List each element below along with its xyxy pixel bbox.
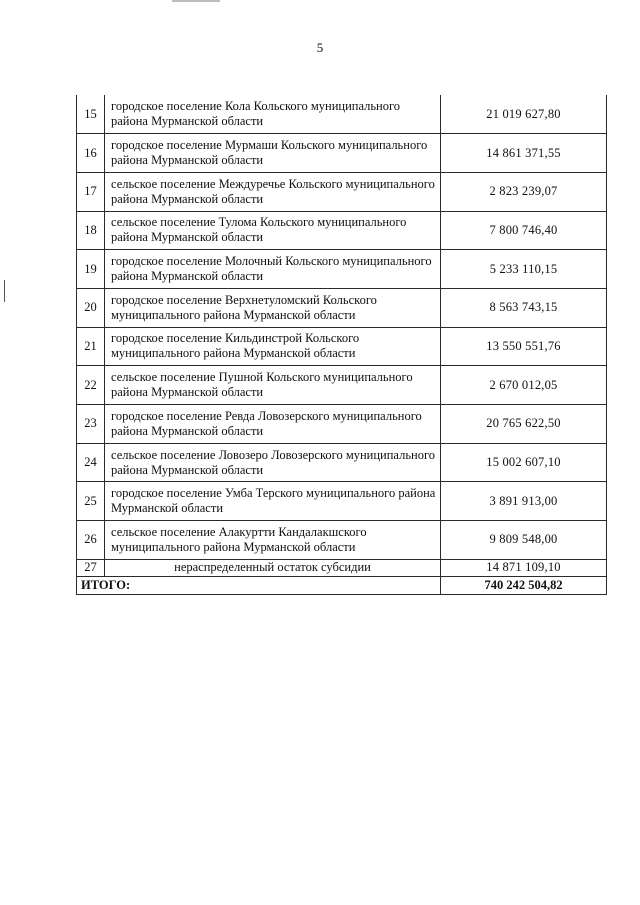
remainder-row xyxy=(77,559,607,576)
settlement-name: сельское поселение Тулома Кольского муниципального района Мурманской области xyxy=(105,211,441,250)
subsidy-amount: 3 891 913,00 xyxy=(441,482,607,521)
page-number: 5 xyxy=(316,40,324,55)
settlement-name: сельское поселение Пушной Кольского муниципального района Мурманской области xyxy=(105,366,441,405)
table-row xyxy=(77,172,607,211)
table-row xyxy=(77,327,607,366)
subsidy-amount: 15 002 607,10 xyxy=(441,443,607,482)
row-number: 25 xyxy=(77,482,105,521)
row-number: 16 xyxy=(77,134,105,173)
table-row xyxy=(77,95,607,134)
table-row xyxy=(77,482,607,521)
row-number: 19 xyxy=(77,250,105,289)
subsidy-amount: 14 861 371,55 xyxy=(441,134,607,173)
row-number: 23 xyxy=(77,405,105,444)
remainder-amount: 14 871 109,10 xyxy=(441,559,607,576)
settlement-name: городское поселение Мурмаши Кольского муниципального района Мурманской области xyxy=(105,134,441,173)
settlement-name: сельское поселение Междуречье Кольского муниципального района Мурманской области xyxy=(105,172,441,211)
settlement-name: городское поселение Верхнетуломский Кольского муниципального района Мурманской области xyxy=(105,288,441,327)
remainder-label: нераспределенный остаток субсидии xyxy=(105,559,441,576)
subsidy-amount: 2 823 239,07 xyxy=(441,172,607,211)
row-number: 17 xyxy=(77,172,105,211)
row-number: 20 xyxy=(77,288,105,327)
table-row xyxy=(77,134,607,173)
table-row xyxy=(77,250,607,289)
subsidy-amount: 8 563 743,15 xyxy=(441,288,607,327)
subsidy-amount: 13 550 551,76 xyxy=(441,327,607,366)
table-body xyxy=(77,95,607,594)
row-number: 24 xyxy=(77,443,105,482)
settlement-name: сельское поселение Алакуртти Кандалакшского муниципального района Мурманской области xyxy=(105,521,441,560)
table-row xyxy=(77,521,607,560)
settlement-name: городское поселение Умба Терского муниципального района Мурманской области xyxy=(105,482,441,521)
subsidy-amount: 2 670 012,05 xyxy=(441,366,607,405)
subsidy-amount: 20 765 622,50 xyxy=(441,405,607,444)
subsidy-amount: 5 233 110,15 xyxy=(441,250,607,289)
scan-mark-top xyxy=(172,0,220,2)
row-number: 27 xyxy=(77,559,105,576)
total-amount: 740 242 504,82 xyxy=(441,576,607,594)
total-label: ИТОГО: xyxy=(77,576,441,594)
table-row xyxy=(77,211,607,250)
table-row xyxy=(77,443,607,482)
settlement-name: сельское поселение Ловозеро Ловозерского муниципального района Мурманской области xyxy=(105,443,441,482)
settlement-name: городское поселение Молочный Кольского муниципального района Мурманской области xyxy=(105,250,441,289)
settlement-name: городское поселение Кола Кольского муниципального района Мурманской области xyxy=(105,95,441,134)
table-row xyxy=(77,366,607,405)
row-number: 26 xyxy=(77,521,105,560)
scan-mark-left xyxy=(4,280,5,302)
table-row xyxy=(77,288,607,327)
subsidy-amount: 9 809 548,00 xyxy=(441,521,607,560)
settlement-name: городское поселение Кильдинстрой Кольского муниципального района Мурманской области xyxy=(105,327,441,366)
subsidy-amount: 21 019 627,80 xyxy=(441,95,607,134)
row-number: 15 xyxy=(77,95,105,134)
subsidy-table xyxy=(76,95,607,595)
total-row xyxy=(77,576,607,594)
settlement-name: городское поселение Ревда Ловозерского муниципального района Мурманской области xyxy=(105,405,441,444)
row-number: 22 xyxy=(77,366,105,405)
table-row xyxy=(77,405,607,444)
row-number: 18 xyxy=(77,211,105,250)
subsidy-amount: 7 800 746,40 xyxy=(441,211,607,250)
row-number: 21 xyxy=(77,327,105,366)
